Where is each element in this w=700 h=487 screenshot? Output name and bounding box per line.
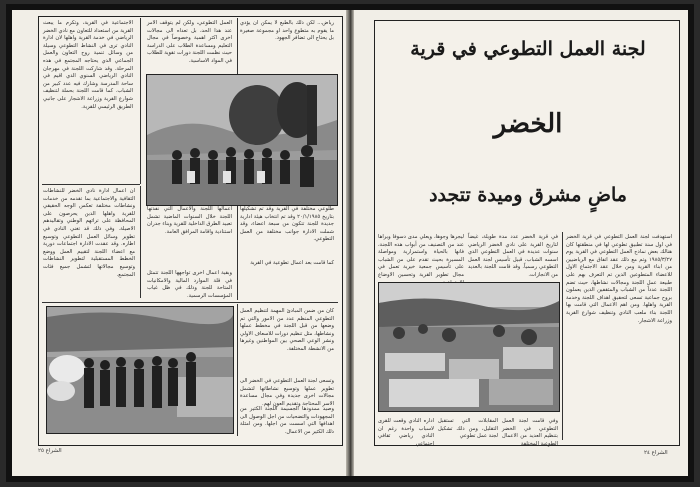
section-rule xyxy=(42,302,338,303)
text-column: وفي قامت لجنة العمل التطوعي في الخضر بتنظيم العديد من الاعمال الطوعية المختلفة xyxy=(502,418,558,447)
photo-village-landscape xyxy=(378,282,560,412)
text-column: اعمالها اللجنة والاعمال التي نفذتها اللجنة خلال السنوات الماضية تشمل تعبيد الطرق الداخلية للقرية وبناء جدران استنادية واقامة المرافق العامة. xyxy=(147,206,232,235)
text-column: ان اعمال ادارة نادي الخضر للنشاطات الثقافية والاجتماعية بما تقدمه من خدمات ونشاطات مختلفة تعكس الوجه الحقيقي للقرية واهلها الذين يحرصون على المحافظة على تراثهم الوطني وتقاليدهم الاصيلة. وفي ذلك قد تغني النادي في تطوير وسائل العمل التطوعي وتوسيع اطاره. وقد عقدت الادارة اجتماعات دورية مع اعضاء اللجنة لتقييم العمل ووضع الخطط المستقبلية لتطوير النشاطات وتوسيع مجالاتها لتشمل جميع فئات المجتمع. xyxy=(43,188,135,278)
text-column: كما قامت بعد اعمال تطوعية في القرية xyxy=(250,260,334,266)
spine-fold xyxy=(346,10,354,476)
text-column: المقابلات التي تستقبل التقليل، ومن ذلك تشكيل لجنة عمل تطوعي xyxy=(438,418,498,440)
text-column: وتسعى لجنة العمل التطوعي في الخضر الى تطوير عملها وتوسيع نشاطاتها لتشمل مجالات اخرى جديدة وفي مجال مساعدة الاسر المحتاجة وتقديم العون لهم. xyxy=(240,378,334,407)
photo-image xyxy=(147,75,337,205)
photo-image xyxy=(47,307,233,433)
column-rule xyxy=(140,186,141,298)
photo-image xyxy=(379,283,559,411)
headline-line-3: ماضٍ مشرق وميدة تتجدد xyxy=(429,184,627,206)
text-column: الاجتماعية في القرية، وتكرم ما يبعث القرية من استعداد للتعاون مع نادي الخضر الرياضي في خدمة القرية واهلها لان ادارة النادي ترى في النشاط التطوعي وسيلة من وسائل تنمية روح التعاون والعمل الجماعي الذي يحتاجه المجتمع في هذه المرحلة. وقد شاركت اللجنة في مهرجان النادي الرياضي السنوي الذي اقيم في ساحة المدرسة وشارك فيه عدد كبير من الشباب. كما قامت اللجنة بحملة لتنظيف شوارع القرية وزراعة الاشجار على جانبي الطريق الرئيسي للقرية. xyxy=(43,20,133,110)
left-page xyxy=(12,10,346,476)
page-number-right: الشراع ٢٤ xyxy=(644,450,668,456)
column-rule xyxy=(140,18,141,184)
text-column: اداره النادي وقعت للقرى لاسباب واحدة رغم ان النادي رياضي ثقافي اجتماعي xyxy=(378,418,434,447)
page-number-left: الشراع ٢٥ xyxy=(38,448,62,454)
headline-line-1: لجنة العمل التطوعي في قرية xyxy=(410,38,646,60)
column-rule xyxy=(237,304,238,436)
text-column: ليجرها وجوها، ويعلي مدى دسوفا ويراها عند من التصنيف من أبواب هذه اللجنة، فانها بالحياة واستمرارية ومواصلة المسيرة بحيث تقدم على من الشباب على تأسيس جمعية خيرية تعمل في مجال تطوير القرية وتحسين الاوضاع xyxy=(378,234,464,278)
text-column: وبقية اعمال اخرى تواجهها اللجنة تتمثل في قلة الموارد المالية والامكانيات المتاحة للجنة وذلك في ظل غياب المؤسسات الرسمية. xyxy=(147,270,232,299)
column-rule xyxy=(562,232,563,440)
section-rule xyxy=(42,184,140,185)
text-column: استهدفت لجنة العمل التطوعي في قرية الخضر في اول سنة تطبيق تطوعي لها في منطقتها كان هنالك بعض نماذج العمل التطوعي في القرية يوم ١٩٨٥/٣/٢٧ وتم مع ذلك عقد اتفاق مع الرياضيين من ابناء القرية ومن خلال عقد الاجتماع الاول للاعضاء المتطوعين الذين تم التعرف بهم على طبيعة عمل اللجنة ومجالات نشاطها، حيث تضم اللجنة عدداً من الشباب والمثقفين الذين يعملون بروح جماعية تسعى لتحقيق اهداف اللجنة وخدمة القرية واهلها. ومن اهم الاعمال التي قامت بها اللجنة بناء ملعب النادي وتنظيف شوارع القرية وزراعة الاشجار. xyxy=(566,234,672,324)
right-page xyxy=(354,10,688,476)
text-column: العمل التطوعي، ولكن لم يتوقف الامر عند هذا الحد، بل تعداه الى مجالات اخرى اكثر اهمية وخصوصاً في مجال التعليم ومساعدة الطلاب على الدراسة حيث نظمت اللجنة دورات تقوية للطلاب في المواد الاساسية. xyxy=(147,20,232,64)
photo-caption xyxy=(378,411,558,417)
photo-caption xyxy=(46,433,232,441)
magazine-spread xyxy=(6,4,694,482)
photo-group-volunteers xyxy=(146,74,338,206)
text-column: كان من ضمن المبادئ المهمة لتنظيم العمل التطوعي المنظم عدد من الامور والتي تم وضعها من قبل اللجنة في مخطط عملها ونشاطها، مثل تنظيم دورات للاسعاف الاولي ونشر الوعي الصحي بين المواطنين وغيرها من الانشطة المختلفة. xyxy=(240,308,334,352)
column-rule xyxy=(237,18,238,74)
text-column: رياض... لكن ذلك بالطبع لا يمكن ان يؤدي ما يقوم به متطوع واحد او مجموعة صغيرة بل يحتاج الى تضافر الجهود. xyxy=(240,20,334,42)
text-column: في قرية الخضر عدد مدة طويلة، غيضاً لتاريخ القرية على نادي الخضر الرياضي سنوات عديدة في العمل التطوعي الذي اسسه الشباب، قبيل تأسيس لجنة العمل التطوعي رسمياً. وقد قامت اللجنة بالعديد من الانجازات. xyxy=(468,234,558,278)
photo-boys-group xyxy=(46,306,234,434)
text-column: طلوعي مختلفة في القرية وقد تم تشكيلها بتاريخ ٢٠/١/١٩٨٥ وقد تم انتخاب هيئة ادارية جديدة للجنة تتكون من سبعة اعضاء، وقد شملت الادارة جوانب مختلفة من العمل التطوعي. xyxy=(240,206,334,243)
column-rule xyxy=(237,206,238,300)
headline-line-2: الخضر xyxy=(493,109,563,139)
text-column: وصيد ممدودها الجسيمة اللجنة الكثير من المجهودات والتضحيات من اجل الوصول الى اهدافها التي اسست من اجلها. ومن امثلة ذلك الكثير من الاعمال. xyxy=(240,406,334,435)
